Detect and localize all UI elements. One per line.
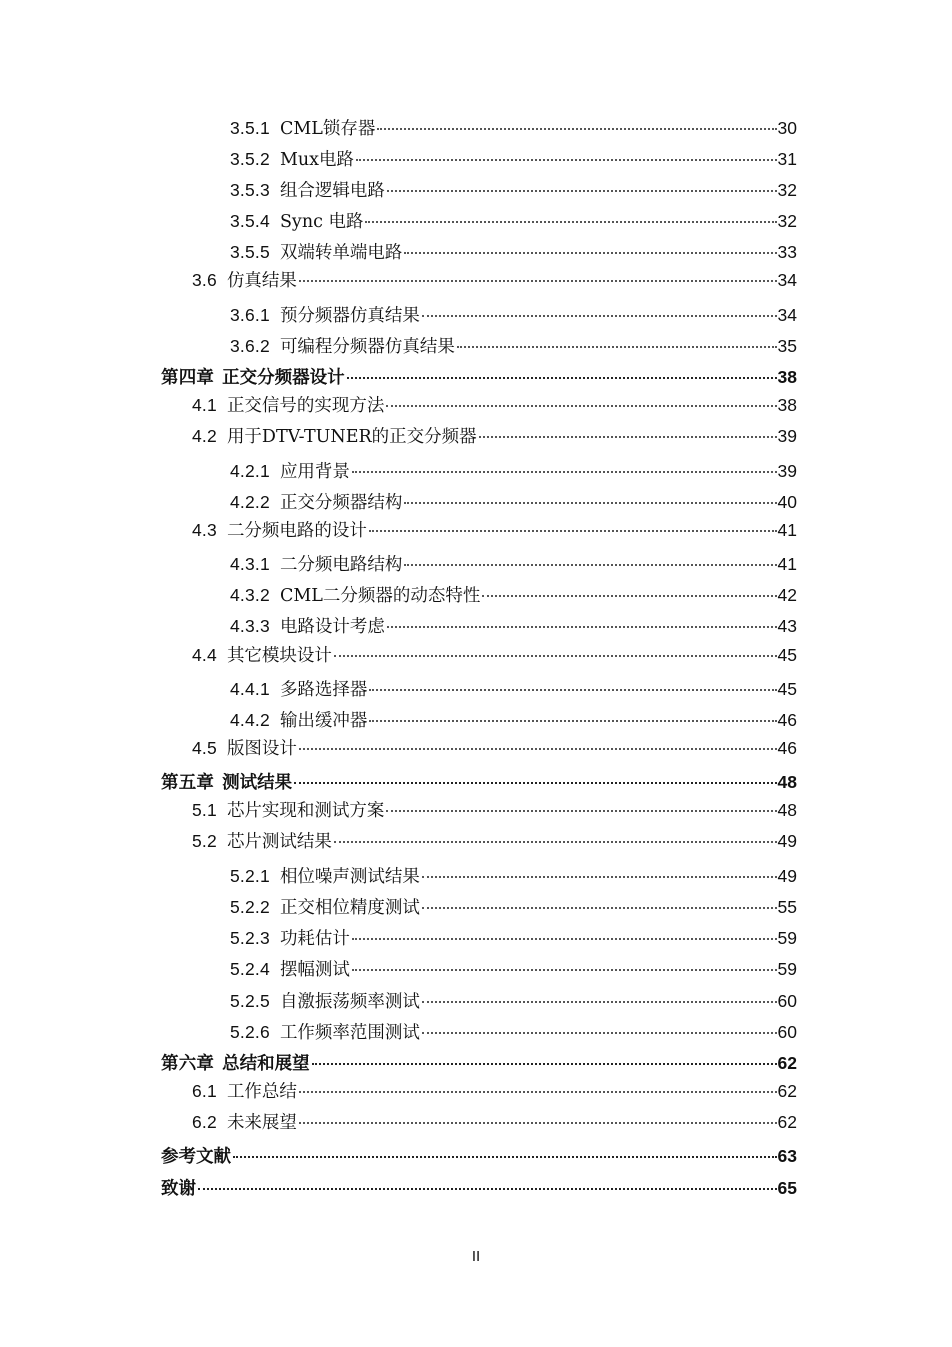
toc-entry-title: 其它模块设计 bbox=[226, 646, 332, 666]
toc-entry[interactable] bbox=[161, 210, 797, 233]
toc-entry-number: 3.6.1 bbox=[230, 305, 270, 325]
toc-entry[interactable] bbox=[161, 179, 797, 202]
dot-leader bbox=[299, 747, 777, 750]
toc-entry-number: 4.1 bbox=[192, 395, 217, 415]
toc-chapter-entry[interactable] bbox=[161, 1145, 797, 1168]
dot-leader bbox=[387, 625, 777, 628]
toc-entry[interactable] bbox=[161, 460, 797, 483]
toc-entry[interactable] bbox=[161, 269, 797, 292]
toc-entry[interactable] bbox=[161, 615, 797, 638]
toc-entry[interactable] bbox=[161, 1111, 797, 1134]
toc-entry-number: 4.2.2 bbox=[230, 492, 270, 512]
dot-leader bbox=[312, 1062, 777, 1065]
toc-entry[interactable] bbox=[161, 519, 797, 542]
toc-entry-title: 双端转单端电路 bbox=[279, 243, 403, 263]
toc-entry-page: 42 bbox=[777, 585, 797, 605]
toc-entry-page: 38 bbox=[777, 367, 797, 387]
toc-entry-page: 39 bbox=[777, 426, 797, 446]
toc-entry-number: 3.5.3 bbox=[230, 180, 270, 200]
toc-entry-page: 34 bbox=[777, 270, 797, 290]
toc-entry-page: 39 bbox=[777, 461, 797, 481]
toc-entry-page: 49 bbox=[777, 831, 797, 851]
toc-entry-number: 4.2 bbox=[192, 426, 217, 446]
toc-entry[interactable] bbox=[161, 241, 797, 264]
toc-entry[interactable] bbox=[161, 958, 797, 981]
toc-entry-title: 版图设计 bbox=[226, 739, 297, 759]
toc-entry-number: 6.1 bbox=[192, 1081, 217, 1101]
dot-leader bbox=[404, 251, 776, 254]
toc-entry[interactable] bbox=[161, 830, 797, 853]
toc-entry-title: 输出缓冲器 bbox=[279, 711, 368, 731]
toc-entry-page: 46 bbox=[777, 738, 797, 758]
dot-leader bbox=[387, 189, 777, 192]
toc-entry-number: 5.2.1 bbox=[230, 866, 270, 886]
toc-entry[interactable] bbox=[161, 1021, 797, 1044]
toc-entry-page: 45 bbox=[777, 679, 797, 699]
toc-entry-title: 二分频电路的设计 bbox=[226, 521, 367, 541]
toc-entry-number: 5.2.5 bbox=[230, 991, 270, 1011]
toc-entry-title: 二分频电路结构 bbox=[279, 555, 403, 575]
toc-entry-page: 30 bbox=[777, 118, 797, 138]
toc-entry-title: 参考文献 bbox=[161, 1147, 231, 1167]
toc-entry[interactable] bbox=[161, 737, 797, 760]
toc-entry-title: 功耗估计 bbox=[279, 929, 350, 949]
toc-entry-page: 41 bbox=[777, 554, 797, 574]
dot-leader bbox=[482, 594, 776, 597]
dot-leader bbox=[422, 875, 777, 878]
dot-leader bbox=[479, 435, 777, 438]
dot-leader bbox=[404, 563, 776, 566]
toc-entry-number: 3.6 bbox=[192, 270, 217, 290]
toc-entry-number: 第六章 bbox=[161, 1054, 215, 1074]
toc-entry-number: 4.3.3 bbox=[230, 616, 270, 636]
toc-entry[interactable] bbox=[161, 990, 797, 1013]
toc-entry-number: 5.2.6 bbox=[230, 1022, 270, 1042]
toc-entry-title: 自激振荡频率测试 bbox=[279, 992, 420, 1012]
toc-entry-number: 4.3.2 bbox=[230, 585, 270, 605]
toc-entry-page: 59 bbox=[777, 928, 797, 948]
toc-entry-title: 用于DTV-TUNER的正交分频器 bbox=[226, 427, 477, 447]
toc-entry-page: 40 bbox=[777, 492, 797, 512]
toc-entry-page: 34 bbox=[777, 305, 797, 325]
toc-entry-number: 4.2.1 bbox=[230, 461, 270, 481]
toc-entry-number: 4.4.1 bbox=[230, 679, 270, 699]
toc-entry-page: 62 bbox=[777, 1053, 797, 1073]
toc-entry-page: 32 bbox=[777, 180, 797, 200]
toc-entry[interactable] bbox=[161, 709, 797, 732]
toc-entry-title: 正交分频器结构 bbox=[279, 493, 403, 513]
dot-leader bbox=[356, 158, 777, 161]
toc-entry-number: 3.5.4 bbox=[230, 211, 270, 231]
toc-entry-number: 5.2.4 bbox=[230, 959, 270, 979]
toc-entry-page: 45 bbox=[777, 645, 797, 665]
toc-entry-number: 4.4.2 bbox=[230, 710, 270, 730]
toc-entry[interactable] bbox=[161, 865, 797, 888]
dot-leader bbox=[386, 809, 776, 812]
toc-entry-title: 应用背景 bbox=[279, 462, 350, 482]
toc-entry-number: 5.2.2 bbox=[230, 897, 270, 917]
toc-entry-page: 62 bbox=[777, 1081, 797, 1101]
dot-leader bbox=[299, 1090, 777, 1093]
toc-entry-title: 芯片实现和测试方案 bbox=[226, 801, 385, 821]
toc-entry-title: 正交相位精度测试 bbox=[279, 898, 420, 918]
toc-entry-title: CML锁存器 bbox=[279, 119, 376, 139]
toc-entry-page: 55 bbox=[777, 897, 797, 917]
toc-chapter-entry[interactable] bbox=[161, 366, 797, 389]
toc-entry[interactable] bbox=[161, 148, 797, 171]
toc-entry[interactable] bbox=[161, 394, 797, 417]
toc-entry-page: 65 bbox=[777, 1178, 797, 1198]
dot-leader bbox=[352, 937, 777, 940]
toc-entry-title: 可编程分频器仿真结果 bbox=[279, 337, 455, 357]
dot-leader bbox=[294, 781, 776, 784]
toc-entry-number: 5.1 bbox=[192, 800, 217, 820]
toc-entry-number: 4.4 bbox=[192, 645, 217, 665]
dot-leader bbox=[369, 688, 776, 691]
toc-entry-number: 第五章 bbox=[161, 773, 215, 793]
dot-leader bbox=[299, 1121, 777, 1124]
toc-entry-page: 48 bbox=[777, 800, 797, 820]
toc-entry-page: 63 bbox=[777, 1146, 797, 1166]
dot-leader bbox=[347, 376, 777, 379]
dot-leader bbox=[386, 404, 776, 407]
toc-entry-page: 38 bbox=[777, 395, 797, 415]
toc-entry[interactable] bbox=[161, 335, 797, 358]
toc-entry-title: Mux电路 bbox=[279, 150, 354, 170]
toc-entry-title: 未来展望 bbox=[226, 1113, 297, 1133]
toc-entry[interactable] bbox=[161, 1080, 797, 1103]
toc-entry[interactable] bbox=[161, 644, 797, 667]
toc-chapter-entry[interactable] bbox=[161, 771, 797, 794]
toc-entry-title: 预分频器仿真结果 bbox=[279, 306, 420, 326]
toc-entry-page: 32 bbox=[777, 211, 797, 231]
toc-entry-number: 5.2.3 bbox=[230, 928, 270, 948]
dot-leader bbox=[352, 968, 777, 971]
dot-leader bbox=[334, 840, 777, 843]
dot-leader bbox=[334, 654, 777, 657]
toc-entry-page: 48 bbox=[777, 772, 797, 792]
toc-entry[interactable] bbox=[161, 304, 797, 327]
toc-entry-page: 60 bbox=[777, 991, 797, 1011]
dot-leader bbox=[369, 719, 776, 722]
toc-entry-page: 35 bbox=[777, 336, 797, 356]
dot-leader bbox=[352, 470, 777, 473]
dot-leader bbox=[422, 1031, 777, 1034]
toc-entry-title: 芯片测试结果 bbox=[226, 832, 332, 852]
toc-entry[interactable] bbox=[161, 491, 797, 514]
toc-entry-number: 6.2 bbox=[192, 1112, 217, 1132]
toc-entry-page: 49 bbox=[777, 866, 797, 886]
toc-entry-page: 46 bbox=[777, 710, 797, 730]
dot-leader bbox=[422, 314, 777, 317]
toc-entry-title: 相位噪声测试结果 bbox=[279, 867, 420, 887]
toc-entry[interactable] bbox=[161, 425, 797, 448]
toc-entry-title: CML二分频器的动态特性 bbox=[279, 586, 481, 606]
toc-entry-title: 测试结果 bbox=[222, 773, 293, 793]
toc-entry-page: 60 bbox=[777, 1022, 797, 1042]
toc-entry-title: 工作总结 bbox=[226, 1082, 297, 1102]
toc-entry-number: 第四章 bbox=[161, 368, 215, 388]
toc-entry-page: 43 bbox=[777, 616, 797, 636]
toc-entry-number: 4.3.1 bbox=[230, 554, 270, 574]
toc-entry-number: 3.5.1 bbox=[230, 118, 270, 138]
toc-chapter-entry[interactable] bbox=[161, 1052, 797, 1075]
toc-chapter-entry[interactable] bbox=[161, 1177, 797, 1200]
toc-entry-title: 正交分频器设计 bbox=[222, 368, 345, 388]
toc-entry[interactable] bbox=[161, 678, 797, 701]
dot-leader bbox=[422, 906, 777, 909]
dot-leader bbox=[369, 529, 777, 532]
dot-leader bbox=[377, 127, 776, 130]
toc-entry[interactable] bbox=[161, 117, 797, 140]
toc-entry[interactable] bbox=[161, 553, 797, 576]
toc-entry-number: 5.2 bbox=[192, 831, 217, 851]
toc-entry-number: 3.5.5 bbox=[230, 242, 270, 262]
dot-leader bbox=[457, 345, 777, 348]
page-number: II bbox=[471, 1248, 481, 1265]
toc-entry[interactable] bbox=[161, 927, 797, 950]
toc-entry-title: 正交信号的实现方法 bbox=[226, 396, 385, 416]
toc-entry-number: 4.5 bbox=[192, 738, 217, 758]
dot-leader bbox=[233, 1155, 777, 1158]
toc-entry-title: 仿真结果 bbox=[226, 271, 297, 291]
toc-entry[interactable] bbox=[161, 799, 797, 822]
toc-entry[interactable] bbox=[161, 584, 797, 607]
toc-entry[interactable] bbox=[161, 896, 797, 919]
toc-entry-page: 62 bbox=[777, 1112, 797, 1132]
dot-leader bbox=[365, 220, 776, 223]
toc-entry-page: 31 bbox=[777, 149, 797, 169]
toc-entry-title: 多路选择器 bbox=[279, 680, 368, 700]
dot-leader bbox=[422, 1000, 777, 1003]
toc-entry-page: 41 bbox=[777, 520, 797, 540]
dot-leader bbox=[198, 1187, 777, 1190]
toc-entry-number: 3.5.2 bbox=[230, 149, 270, 169]
toc-entry-title: 电路设计考虑 bbox=[279, 617, 385, 637]
toc-entry-title: 总结和展望 bbox=[222, 1054, 310, 1074]
toc-entry-number: 3.6.2 bbox=[230, 336, 270, 356]
toc-entry-number: 4.3 bbox=[192, 520, 217, 540]
dot-leader bbox=[404, 501, 776, 504]
toc-entry-page: 59 bbox=[777, 959, 797, 979]
toc-entry-title: Sync 电路 bbox=[279, 212, 364, 232]
toc-entry-title: 组合逻辑电路 bbox=[279, 181, 385, 201]
toc-entry-title: 工作频率范围测试 bbox=[279, 1023, 420, 1043]
toc-entry-page: 33 bbox=[777, 242, 797, 262]
toc-entry-title: 致谢 bbox=[161, 1179, 196, 1199]
toc-entry-title: 摆幅测试 bbox=[279, 960, 350, 980]
dot-leader bbox=[299, 279, 777, 282]
